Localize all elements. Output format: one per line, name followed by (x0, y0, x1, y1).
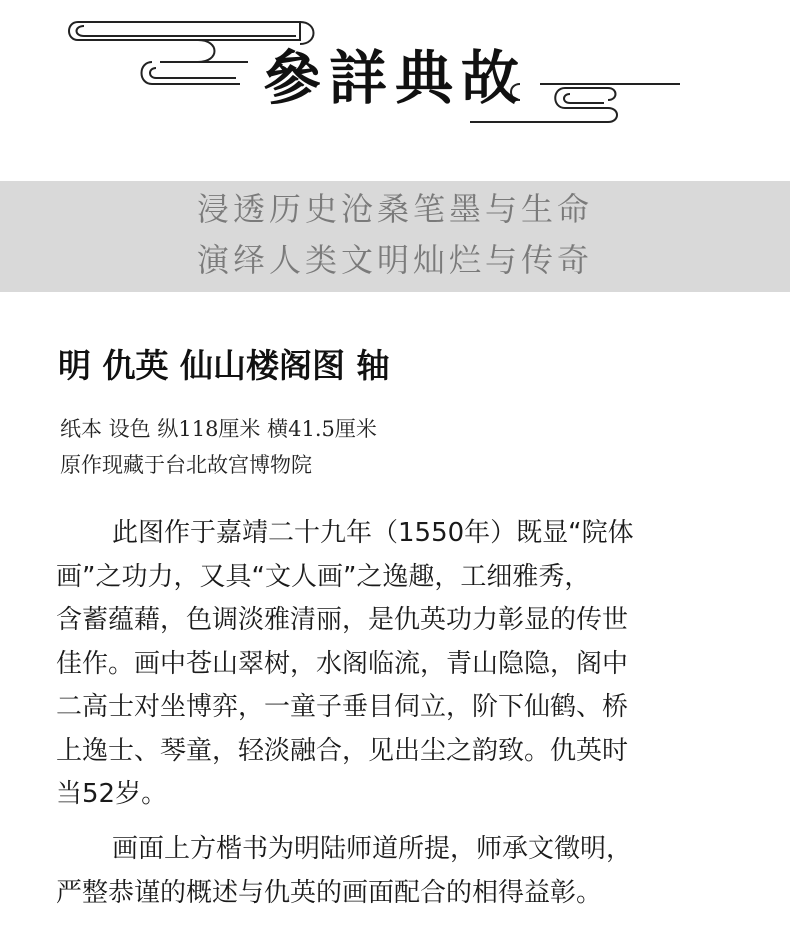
paragraph-line: 佳作。画中苍山翠树，水阁临流，青山隐隐，阁中 (56, 648, 629, 679)
paragraph-line: 二高士对坐博弈，一童子垂目伺立，阶下仙鹤、桥 (56, 692, 629, 722)
paragraph-line: 严整恭谨的概述与仇英的画面配合的相得益彰。 (56, 877, 603, 908)
paragraph-line: 上逸士、琴童，轻淡融合，见出尘之韵致。仇英时 (56, 735, 629, 766)
motto-line-2: 演绎人类文明灿烂与传奇 (196, 241, 593, 279)
description-paragraph-2 (56, 828, 756, 915)
header-title: 參詳典故 (262, 44, 527, 112)
paragraph-line: 此图作于嘉靖二十九年（1550年）既显“院体 (112, 518, 634, 548)
motto-line-1: 浸透历史沧桑笔墨与生命 (196, 190, 593, 228)
description-paragraph-1 (56, 512, 756, 817)
paragraph-line: 画”之功力，又具“文人画”之逸趣，工细雅秀， (56, 561, 591, 592)
motto-banner (0, 181, 790, 292)
artwork-collection: 原作现藏于台北故宫博物院 (60, 453, 312, 477)
section-header (0, 0, 790, 160)
paragraph-line: 当52岁。 (56, 779, 168, 809)
paragraph-line: 画面上方楷书为明陆师道所提，师承文徵明， (112, 834, 633, 864)
paragraph-line: 含蓄蕴藉，色调淡雅清丽，是仇英功力彰显的传世 (56, 605, 629, 635)
artwork-title: 明 仇英 仙山楼阁图 轴 (58, 346, 390, 385)
artwork-dimensions: 纸本 设色 纵118厘米 横41.5厘米 (60, 417, 377, 441)
